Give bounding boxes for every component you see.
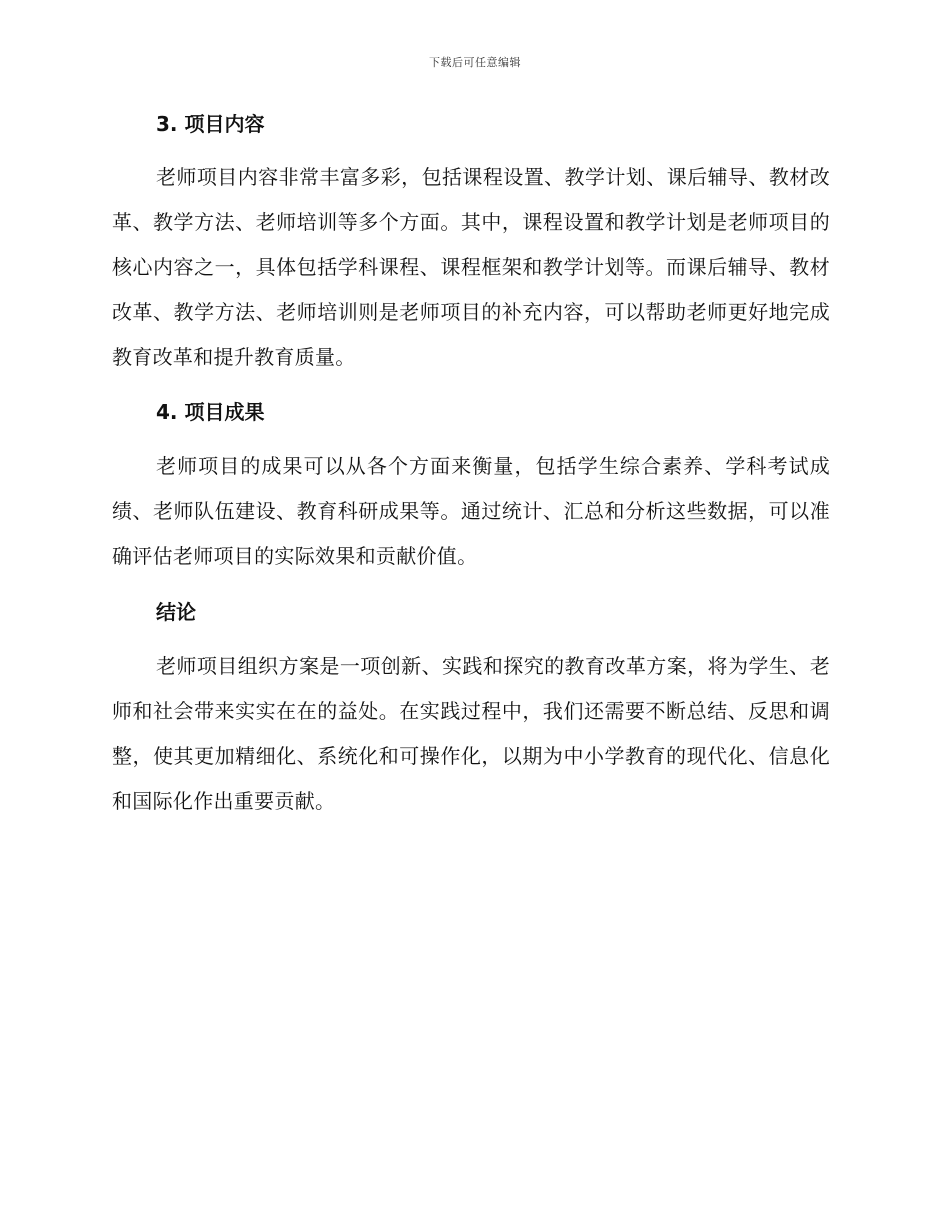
section-paragraph-conclusion: 老师项目组织方案是一项创新、实践和探究的教育改革方案，将为学生、老师和社会带来实实在在的益处。在实践过程中，我们还需要不断总结、反思和调整，使其更加精细化、系统化和可操作化，以期为中小学教育的现代化、信息化和国际化作出重要贡献。 [112, 654, 830, 813]
section-paragraph-project-results: 老师项目的成果可以从各个方面来衡量，包括学生综合素养、学科考试成绩、老师队伍建设、教育科研成果等。通过统计、汇总和分析这些数据，可以准确评估老师项目的实际效果和贡献价值。 [112, 454, 830, 568]
document-body [112, 110, 830, 824]
section-heading-project-results: 4. 项目成果 [156, 400, 265, 424]
section-heading-project-content: 3. 项目内容 [156, 112, 265, 136]
section-heading-conclusion: 结论 [156, 600, 196, 624]
page-header-note: 下载后可任意编辑 [429, 56, 521, 69]
section-paragraph-project-content: 老师项目内容非常丰富多彩，包括课程设置、教学计划、课后辅导、教材改革、教学方法、老师培训等多个方面。其中，课程设置和教学计划是老师项目的核心内容之一，具体包括学科课程、课程框架和教学计划等。而课后辅导、教材改革、教学方法、老师培训则是老师项目的补充内容，可以帮助老师更好地完成教育改革和提升教育质量。 [112, 165, 830, 369]
